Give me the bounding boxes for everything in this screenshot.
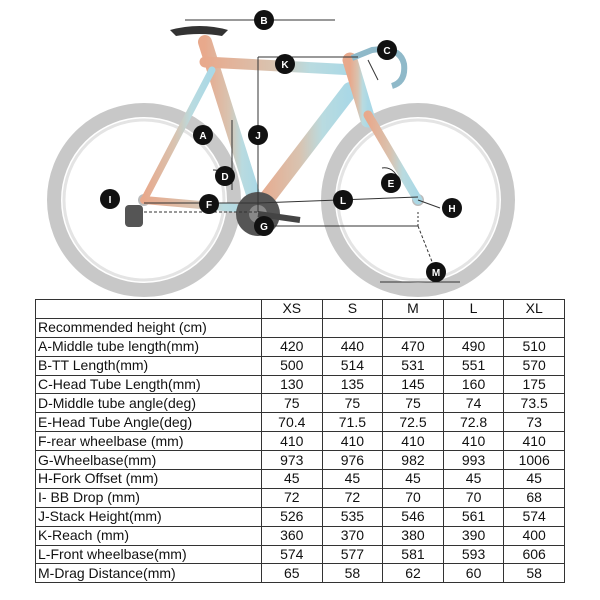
svg-text:B: B <box>260 16 268 27</box>
table-cell: 500 <box>262 356 323 375</box>
table-cell: 75 <box>383 394 444 413</box>
table-row <box>36 451 565 470</box>
table-cell: 58 <box>504 564 565 583</box>
table-cell: 400 <box>504 526 565 545</box>
table-cell: 380 <box>383 526 444 545</box>
geometry-table <box>35 299 565 583</box>
size-header: L <box>443 300 504 319</box>
table-cell: 410 <box>322 432 383 451</box>
table-cell: 570 <box>504 356 565 375</box>
marker-c <box>377 40 397 60</box>
rear-derailleur <box>125 205 143 227</box>
table-cell: 1006 <box>504 451 565 470</box>
table-row <box>36 507 565 526</box>
table-row <box>36 488 565 507</box>
row-label: D-Middle tube angle(deg) <box>36 394 262 413</box>
row-label: A-Middle tube length(mm) <box>36 337 262 356</box>
marker-m <box>426 262 446 282</box>
svg-text:M: M <box>431 268 441 279</box>
svg-text:K: K <box>281 60 289 71</box>
table-row <box>36 526 565 545</box>
table-cell: 72 <box>322 488 383 507</box>
table-row <box>36 356 565 375</box>
table-cell: 71.5 <box>322 413 383 432</box>
table-row <box>36 394 565 413</box>
row-label: E-Head Tube Angle(deg) <box>36 413 262 432</box>
table-cell: 390 <box>443 526 504 545</box>
marker-d <box>215 166 235 186</box>
marker-j <box>248 125 268 145</box>
svg-text:D: D <box>221 172 229 183</box>
table-cell: 45 <box>443 470 504 489</box>
marker-e <box>381 173 401 193</box>
table-cell: 551 <box>443 356 504 375</box>
table-cell: 58 <box>322 564 383 583</box>
svg-text:L: L <box>339 196 347 207</box>
saddle <box>170 26 228 36</box>
dimension-markers <box>100 10 462 282</box>
table-row <box>36 413 565 432</box>
table-cell: 420 <box>262 337 323 356</box>
recommended-height-row <box>36 318 565 337</box>
table-cell: 65 <box>262 564 323 583</box>
table-cell: 72.5 <box>383 413 444 432</box>
table-cell: 70 <box>383 488 444 507</box>
table-cell: 70 <box>443 488 504 507</box>
marker-g <box>254 216 274 236</box>
svg-text:E: E <box>387 179 395 190</box>
table-cell <box>262 318 323 337</box>
header-blank <box>36 300 262 319</box>
row-label: M-Drag Distance(mm) <box>36 564 262 583</box>
table-cell: 470 <box>383 337 444 356</box>
table-row <box>36 375 565 394</box>
table-cell: 70.4 <box>262 413 323 432</box>
table-cell: 510 <box>504 337 565 356</box>
marker-a <box>193 125 213 145</box>
table-cell: 561 <box>443 507 504 526</box>
table-cell: 73 <box>504 413 565 432</box>
table-cell: 45 <box>262 470 323 489</box>
svg-text:J: J <box>255 131 261 142</box>
table-cell: 60 <box>443 564 504 583</box>
table-cell: 574 <box>262 545 323 564</box>
table-cell <box>322 318 383 337</box>
table-cell: 68 <box>504 488 565 507</box>
size-header: M <box>383 300 444 319</box>
table-cell: 410 <box>383 432 444 451</box>
table-row <box>36 564 565 583</box>
table-cell: 577 <box>322 545 383 564</box>
table-cell: 410 <box>262 432 323 451</box>
table-row <box>36 432 565 451</box>
table-cell: 160 <box>443 375 504 394</box>
table-cell: 526 <box>262 507 323 526</box>
table-cell: 993 <box>443 451 504 470</box>
table-cell: 73.5 <box>504 394 565 413</box>
row-label: I- BB Drop (mm) <box>36 488 262 507</box>
table-cell: 75 <box>322 394 383 413</box>
row-label: L-Front wheelbase(mm) <box>36 545 262 564</box>
table-cell: 45 <box>322 470 383 489</box>
svg-text:F: F <box>205 200 213 211</box>
table-cell: 574 <box>504 507 565 526</box>
table-cell: 74 <box>443 394 504 413</box>
table-cell: 531 <box>383 356 444 375</box>
table-cell: 976 <box>322 451 383 470</box>
table-row <box>36 545 565 564</box>
row-label: B-TT Length(mm) <box>36 356 262 375</box>
svg-text:A: A <box>199 131 207 142</box>
svg-text:I: I <box>108 195 112 206</box>
table-cell: 593 <box>443 545 504 564</box>
table-cell <box>383 318 444 337</box>
table-cell: 62 <box>383 564 444 583</box>
table-cell <box>443 318 504 337</box>
svg-text:H: H <box>448 204 456 215</box>
table-cell: 581 <box>383 545 444 564</box>
table-cell: 72.8 <box>443 413 504 432</box>
table-cell: 130 <box>262 375 323 394</box>
row-label: Recommended height (cm) <box>36 318 262 337</box>
table-cell: 490 <box>443 337 504 356</box>
table-cell: 535 <box>322 507 383 526</box>
table-cell: 72 <box>262 488 323 507</box>
table-cell <box>504 318 565 337</box>
size-header-row <box>36 300 565 319</box>
table-cell: 75 <box>262 394 323 413</box>
size-header: S <box>322 300 383 319</box>
row-label: K-Reach (mm) <box>36 526 262 545</box>
marker-l <box>333 190 353 210</box>
row-label: C-Head Tube Length(mm) <box>36 375 262 394</box>
table-cell: 410 <box>504 432 565 451</box>
row-label: G-Wheelbase(mm) <box>36 451 262 470</box>
table-cell: 45 <box>383 470 444 489</box>
marker-k <box>275 54 295 74</box>
table-cell: 45 <box>504 470 565 489</box>
marker-b <box>254 10 274 30</box>
marker-f <box>199 194 219 214</box>
table-row <box>36 470 565 489</box>
table-cell: 135 <box>322 375 383 394</box>
svg-text:C: C <box>383 46 391 57</box>
table-cell: 145 <box>383 375 444 394</box>
table-cell: 440 <box>322 337 383 356</box>
table-cell: 546 <box>383 507 444 526</box>
table-cell: 606 <box>504 545 565 564</box>
size-header: XL <box>504 300 565 319</box>
table-row <box>36 337 565 356</box>
table-cell: 360 <box>262 526 323 545</box>
table-cell: 973 <box>262 451 323 470</box>
table-cell: 370 <box>322 526 383 545</box>
row-label: H-Fork Offset (mm) <box>36 470 262 489</box>
table-cell: 982 <box>383 451 444 470</box>
size-header: XS <box>262 300 323 319</box>
marker-i <box>100 189 120 209</box>
table-cell: 175 <box>504 375 565 394</box>
svg-text:G: G <box>260 222 268 233</box>
table-cell: 410 <box>443 432 504 451</box>
row-label: J-Stack Height(mm) <box>36 507 262 526</box>
table-cell: 514 <box>322 356 383 375</box>
marker-h <box>442 198 462 218</box>
row-label: F-rear wheelbase (mm) <box>36 432 262 451</box>
